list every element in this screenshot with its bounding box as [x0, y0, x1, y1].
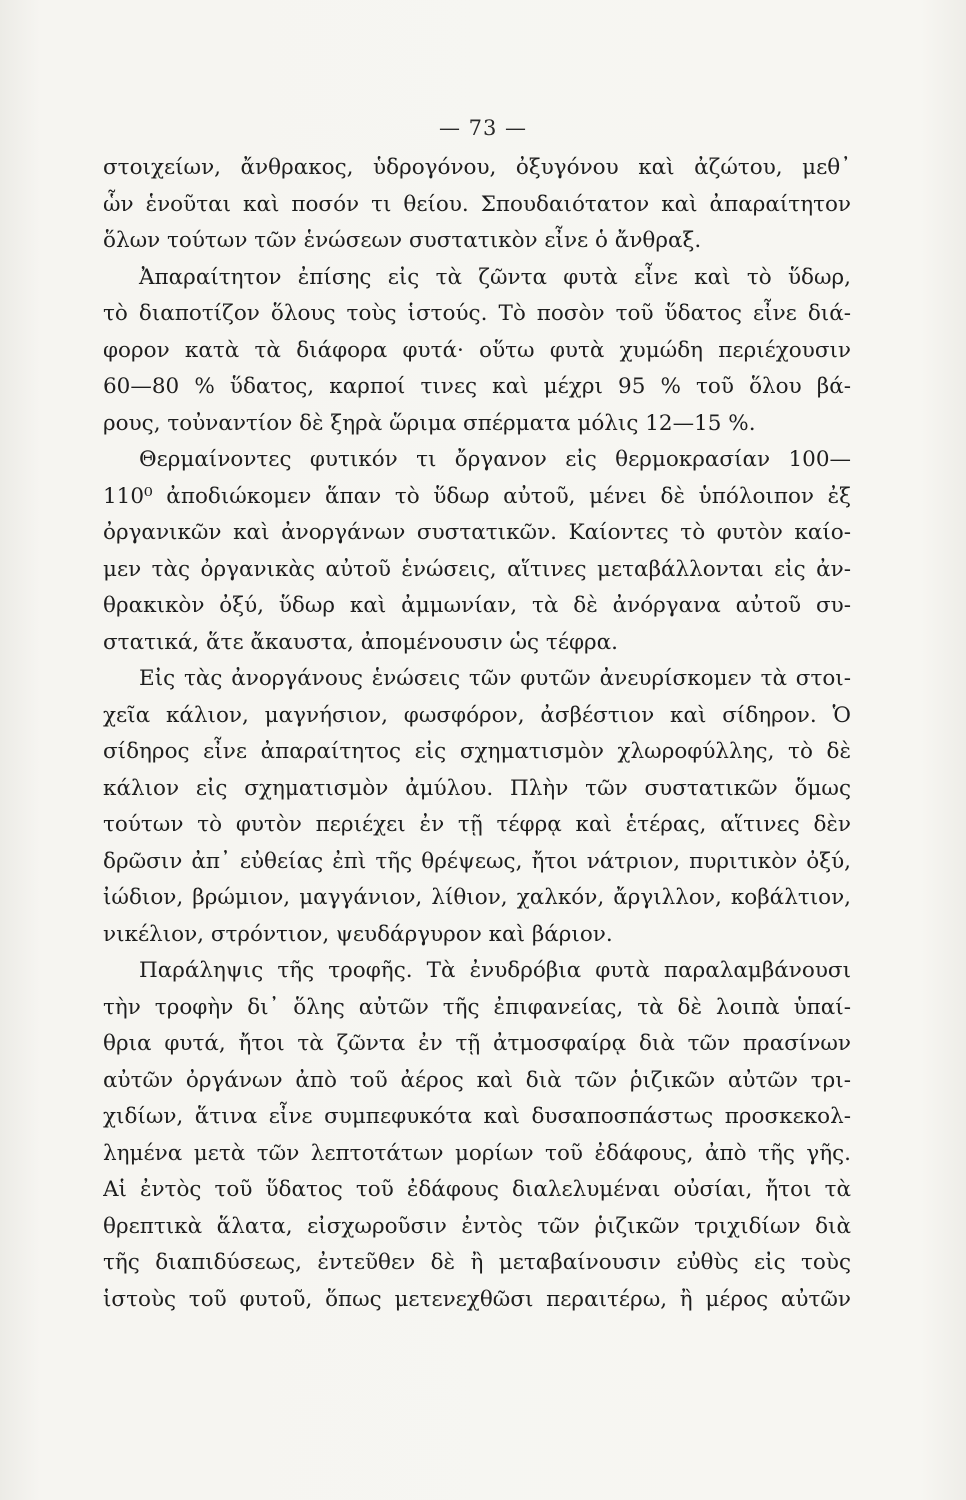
- text-line: σίδηρος εἶνε ἀπαραίτητος εἰς σχηματισμὸν χλωροφύλλης, τὸ δὲ: [103, 739, 851, 764]
- text-line: στατικά, ἅτε ἄκαυστα, ἀπομένουσιν ὡς τέφρα.: [103, 629, 619, 655]
- text-line: χιδίων, ἅτινα εἶνε συμπεφυκότα καὶ δυσαποσπάστως προσκεκολ-: [103, 1104, 851, 1129]
- text-line: τὸ διαποτίζον ὅλους τοὺς ἱστούς. Τὸ ποσὸν τοῦ ὕδατος εἶνε διά-: [103, 301, 851, 326]
- text-line: νικέλιον, στρόντιον, ψευδάργυρον καὶ βάριον.: [103, 921, 613, 947]
- text-line: ἱστοὺς τοῦ φυτοῦ, ὅπως μετενεχθῶσι περαιτέρω, ἢ μέρος αὐτῶν: [103, 1286, 851, 1312]
- text-line: θρεπτικὰ ἅλατα, εἰσχωροῦσιν ἐντὸς τῶν ῥιζικῶν τριχιδίων διὰ: [103, 1213, 851, 1239]
- text-line: Θερμαίνοντες φυτικόν τι ὄργανον εἰς θερμοκρασίαν 100—: [139, 447, 851, 472]
- text-line: δρῶσιν ἀπ᾽ εὐθείας ἐπὶ τῆς θρέψεως, ἤτοι νάτριον, πυριτικὸν ὀξύ,: [103, 848, 851, 874]
- text-line: ὅλων τούτων τῶν ἑνώσεων συστατικὸν εἶνε ὁ ἄνθραξ.: [103, 228, 702, 253]
- text-line: αὐτῶν ὀργάνων ἀπὸ τοῦ ἀέρος καὶ διὰ τῶν ῥιζικῶν αὐτῶν τρι-: [103, 1067, 851, 1093]
- text-line: λημένα μετὰ τῶν λεπτοτάτων μορίων τοῦ ἐδάφους, ἀπὸ τῆς γῆς.: [103, 1140, 851, 1166]
- body-text: [103, 150, 851, 1318]
- text-line: Παράληψις τῆς τροφῆς. Τὰ ἐνυδρόβια φυτὰ παραλαμβάνουσι: [139, 958, 851, 983]
- text-line: μεν τὰς ὀργανικὰς αὐτοῦ ἑνώσεις, αἵτινες μεταβάλλονται εἰς ἀν-: [103, 556, 851, 582]
- text-line: χεῖα κάλιον, μαγνήσιον, φωσφόρον, ἀσβέστιον καὶ σίδηρον. Ὁ: [103, 702, 851, 728]
- text-line: ἰώδιον, βρώμιον, μαγγάνιον, λίθιον, χαλκόν, ἄργιλλον, κοβάλτιον,: [103, 885, 851, 910]
- text-line: θρακικὸν ὀξύ, ὕδωρ καὶ ἀμμωνίαν, τὰ δὲ ἀνόργανα αὐτοῦ συ-: [103, 593, 851, 618]
- text-line: Αἱ ἐντὸς τοῦ ὕδατος τοῦ ἐδάφους διαλελυμέναι οὐσίαι, ἤτοι τὰ: [103, 1177, 851, 1202]
- text-line: κάλιον εἰς σχηματισμὸν ἀμύλου. Πλὴν τῶν συστατικῶν ὅμως: [103, 775, 851, 801]
- text-line: ρους, τοὐναντίον δὲ ξηρὰ ὥριμα σπέρματα μόλις 12—15 %.: [103, 410, 756, 436]
- text-line: 110⁰ ἀποδιώκομεν ἅπαν τὸ ὕδωρ αὐτοῦ, μένει δὲ ὑπόλοιπον ἐξ: [103, 483, 851, 509]
- text-line: τὴν τροφὴν δι᾽ ὅλης αὐτῶν τῆς ἐπιφανείας, τὰ δὲ λοιπὰ ὑπαί-: [103, 994, 851, 1020]
- text-line: ὀργανικῶν καὶ ἀνοργάνων συστατικῶν. Καίοντες τὸ φυτὸν καίο-: [103, 520, 851, 545]
- text-line: τῆς διαπιδύσεως, ἐντεῦθεν δὲ ἢ μεταβαίνουσιν εὐθὺς εἰς τοὺς: [103, 1250, 851, 1275]
- text-line: ὧν ἑνοῦται καὶ ποσόν τι θείου. Σπουδαιότατον καὶ ἀπαραίτητον: [103, 191, 851, 217]
- text-line: φορον κατὰ τὰ διάφορα φυτά· οὕτω φυτὰ χυμώδη περιέχουσιν: [103, 337, 851, 363]
- page-number: — 73 —: [438, 116, 528, 140]
- text-line: θρια φυτά, ἤτοι τὰ ζῶντα ἐν τῇ ἀτμοσφαίρᾳ διὰ τῶν πρασίνων: [103, 1031, 851, 1056]
- text-line: τούτων τὸ φυτὸν περιέχει ἐν τῇ τέφρᾳ καὶ ἑτέρας, αἵτινες δὲν: [103, 812, 851, 837]
- text-line: στοιχείων, ἄνθρακος, ὑδρογόνου, ὀξυγόνου καὶ ἀζώτου, μεθ᾽: [103, 155, 851, 180]
- text-line: 60—80 % ὕδατος, καρποί τινες καὶ μέχρι 95 % τοῦ ὅλου βά-: [103, 374, 851, 399]
- text-line: Ἀπαραίτητον ἐπίσης εἰς τὰ ζῶντα φυτὰ εἶνε καὶ τὸ ὕδωρ,: [139, 264, 851, 290]
- text-line: Εἰς τὰς ἀνοργάνους ἑνώσεις τῶν φυτῶν ἀνευρίσκομεν τὰ στοι-: [139, 666, 851, 691]
